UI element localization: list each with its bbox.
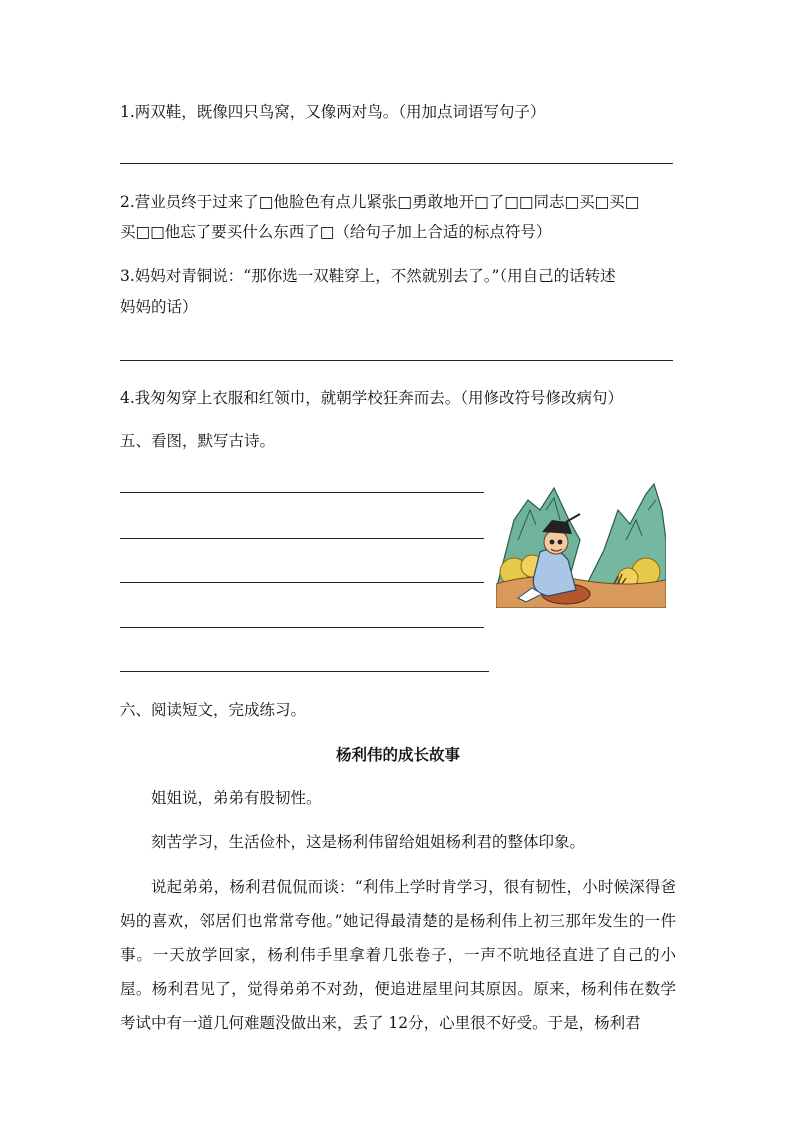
story-paragraph-1: 姐姐说，弟弟有股韧性。 (151, 789, 322, 807)
story-title: 杨利伟的成长故事 (335, 746, 460, 764)
question-2-line-1: 2.营业员终于过来了□他脸色有点儿紧张□勇敢地开□了□□同志□买□买□ (120, 193, 640, 211)
poem-line-2[interactable] (120, 538, 484, 539)
section-6-heading: 六、阅读短文，完成练习。 (120, 701, 307, 719)
story-paragraph-2: 刻苦学习，生活俭朴，这是杨利伟留给姐姐杨利君的整体印象。 (151, 833, 586, 851)
question-2-line-2: 买□□他忘了要买什么东西了□（给句子加上合适的标点符号） (120, 223, 552, 241)
question-3-line-1: 3.妈妈对青铜说：“那你选一双鞋穿上，不然就别去了。”（用自己的话转述 (120, 267, 616, 285)
question-1: 1.两双鞋，既像四只鸟窝，又像两对鸟。（用加点词语写句子） (120, 103, 546, 121)
question-3-line-2: 妈妈的话） (120, 298, 198, 316)
poem-line-5[interactable] (120, 671, 489, 672)
answer-line-q3[interactable] (120, 360, 673, 361)
answer-line-q1[interactable] (120, 163, 673, 164)
poem-line-3[interactable] (120, 582, 484, 583)
poem-line-4[interactable] (120, 627, 484, 628)
story-paragraph-3: 说起弟弟，杨利君侃侃而谈：“利伟上学时肯学习，很有韧性，小时候深得爸妈的喜欢，邻居们也常常夸他。”她记得最清楚的是杨利伟上初三那年发生的一件事。一天放学回家，杨利伟手里拿着几张卷子，一声不吭地径直进了自己的小屋。杨利君见了，觉得弟弟不对劲，便追进屋里问其原因。原来，杨利伟在数学考试中有一道几何难题没做出来，丢了 12分，心里很不好受。于是，杨利君 (120, 878, 676, 1032)
poem-line-1[interactable] (120, 492, 484, 493)
question-4: 4.我匆匆穿上衣服和红领巾，就朝学校狂奔而去。（用修改符号修改病句） (120, 389, 624, 407)
poet-illustration (496, 480, 666, 608)
section-5-heading: 五、看图，默写古诗。 (120, 432, 276, 450)
